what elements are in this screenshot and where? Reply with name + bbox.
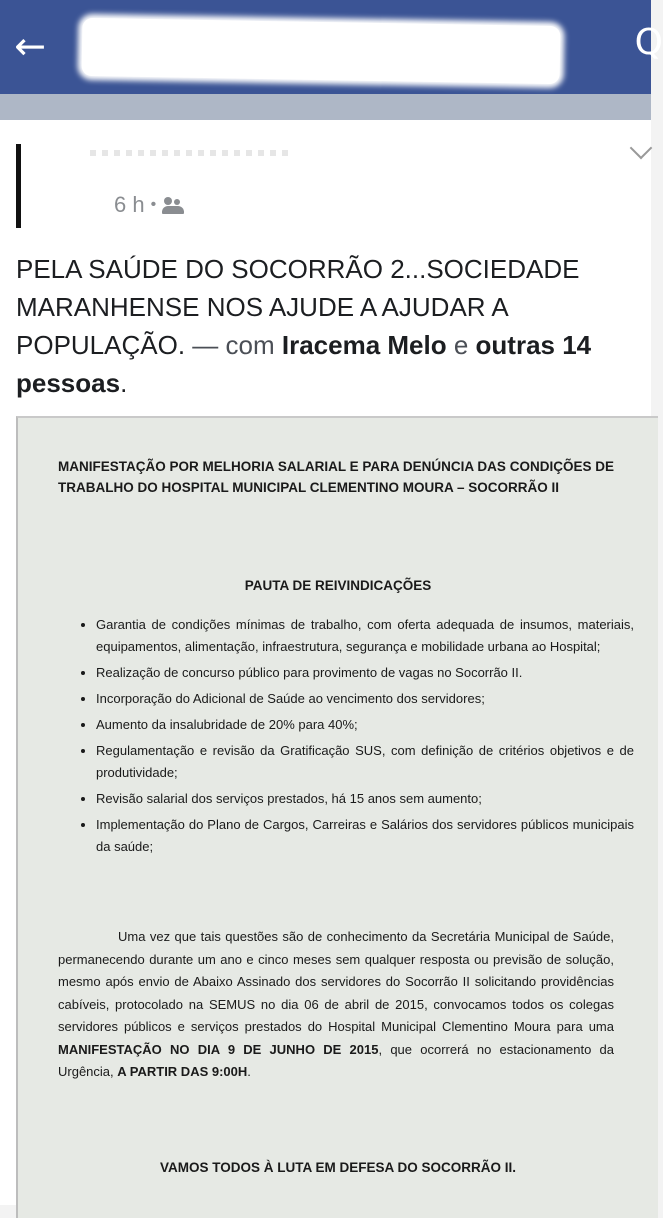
document-subtitle: PAUTA DE REIVINDICAÇÕES: [244, 578, 432, 593]
list-item: • Aumento da insalubridade de 20% para 40%;: [96, 714, 634, 736]
post-end: .: [120, 368, 128, 398]
friends-icon[interactable]: [162, 195, 186, 215]
list-item: • Garantia de condições mínimas de trabalho, com oferta adequada de insumos, materiais, equipamentos, alimentação, infraestrutura, segurança e mobilidade urbana ao Hospital;: [96, 614, 634, 658]
paragraph-date: MANIFESTAÇÃO NO DIA 9 DE JUNHO DE 2015: [58, 1041, 379, 1057]
and-word: e: [446, 330, 476, 360]
redacted-author-name: [90, 150, 290, 156]
list-item: • Regulamentação e revisão da Gratificação SUS, com definição de critérios objetivos e de produtividade;: [96, 740, 634, 784]
list-item: • Incorporação do Adicional de Saúde ao vencimento dos servidores;: [96, 688, 634, 710]
paragraph-time: A PARTIR DAS 9:00H: [117, 1064, 248, 1079]
list-item: • Implementação do Plano de Cargos, Carreiras e Salários dos servidores públicos municipais da saúde;: [96, 814, 634, 858]
document-closing: VAMOS TODOS À LUTA EM DEFESA DO SOCORRÃO II.: [159, 1160, 517, 1175]
document-title: MANIFESTAÇÃO POR MELHORIA SALARIAL E PARA DENÚNCIA DAS CONDIÇÕES DE TRABALHO DO HOSPITAL MUNICIPAL CLEMENTINO MOURA – SOCORRÃO II: [58, 459, 614, 495]
demands-list: [76, 614, 634, 862]
tagged-person-link[interactable]: Iracema Melo: [281, 330, 447, 360]
paragraph-mid: , que ocorrerá no estacionamento da Urgência,: [58, 1041, 614, 1079]
paragraph-end: .: [247, 1064, 251, 1079]
chevron-down-icon[interactable]: [630, 137, 653, 160]
post-card: [0, 120, 651, 1205]
post-text: [16, 250, 641, 402]
app-bar: [0, 0, 663, 94]
post-photo-document[interactable]: [16, 416, 658, 1218]
list-item: • Realização de concurso público para provimento de vagas no Socorrão II.: [96, 662, 634, 684]
list-item: • Revisão salarial dos serviços prestados, há 15 anos sem aumento;: [96, 788, 634, 810]
search-icon[interactable]: Q: [634, 22, 663, 63]
redacted-title: [82, 18, 561, 84]
document-paragraph: [58, 926, 614, 1084]
back-arrow-icon[interactable]: ←: [14, 24, 46, 68]
post-body: PELA SAÚDE DO SOCORRÃO 2...SOCIEDADE MARANHENSE NOS AJUDE A AJUDAR A POPULAÇÃO.: [16, 254, 580, 360]
post-time[interactable]: 6 h: [114, 192, 145, 217]
with-prefix: — com: [185, 330, 282, 360]
paragraph-intro: Uma vez que tais questões são de conhecimento da Secretária Municipal de Saúde, permanecendo durante um ano e cinco meses sem qualquer resposta ou previsão de solução, mesmo após envio de Abaixo Assinado dos servidores do Socorrão II solicitando providências cabíveis, protocolado na SEMUS no dia 06 de abril de 2015, convocamos todos os colegas servidores públicos e serviços prestados do Hospital Municipal Clementino Moura para uma: [58, 929, 614, 1034]
tagged-others-link[interactable]: outras 14 pessoas: [16, 330, 592, 398]
meta-separator: •: [150, 196, 157, 213]
subheader-strip: [0, 94, 651, 120]
author-marker: [16, 144, 21, 228]
post-meta: [114, 192, 186, 218]
